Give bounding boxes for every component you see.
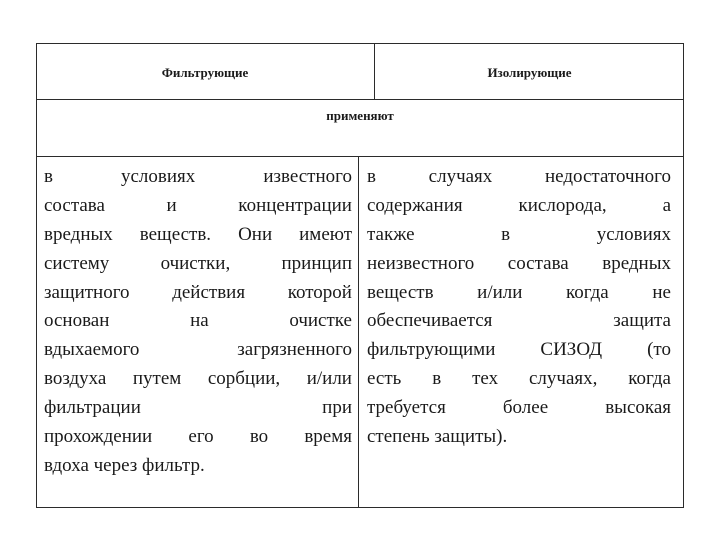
text-line — [367, 250, 671, 279]
word: имеют — [299, 223, 352, 245]
word: степень защиты). — [367, 426, 508, 448]
word: на — [190, 310, 209, 332]
word: не — [652, 281, 671, 303]
word: Они — [238, 223, 273, 245]
word: во — [249, 426, 269, 448]
text-line — [367, 163, 671, 192]
word: основан — [44, 310, 110, 332]
text-line — [44, 307, 352, 336]
word: также — [367, 223, 415, 245]
word: фильтрующими — [367, 339, 496, 361]
word: воздуха — [44, 368, 107, 390]
word: систему — [44, 252, 110, 274]
word: веществ — [367, 281, 434, 303]
word: веществ. — [139, 223, 212, 245]
word: случаях — [428, 166, 493, 187]
word: и — [166, 194, 177, 216]
text-line — [367, 394, 671, 423]
word: состава — [507, 252, 569, 274]
text-line — [367, 279, 671, 308]
word: в — [367, 166, 376, 187]
word: (то — [647, 339, 671, 361]
word: вдоха через фильтр. — [44, 454, 205, 476]
text-line — [44, 452, 352, 481]
word: более — [502, 397, 549, 419]
text-line — [367, 336, 671, 365]
word: в — [44, 166, 53, 187]
text-line — [44, 394, 352, 423]
word: СИЗОД — [540, 339, 603, 361]
word: условиях — [121, 166, 196, 187]
word: и/или — [306, 368, 352, 390]
word: недостаточного — [544, 166, 671, 187]
text-line — [367, 365, 671, 394]
word: и/или — [477, 281, 523, 303]
word: требуется — [367, 397, 446, 419]
word: концентрации — [238, 194, 352, 216]
word: в — [432, 368, 442, 390]
word: время — [304, 426, 352, 448]
word: путем — [132, 368, 182, 390]
text-line — [44, 423, 352, 452]
text-line — [367, 423, 671, 452]
word: содержания — [367, 194, 463, 216]
word: вдыхаемого — [44, 339, 140, 361]
word: есть — [367, 368, 402, 390]
word: загрязненного — [237, 339, 352, 361]
word: обеспечивается — [367, 310, 493, 332]
text-line — [44, 163, 352, 192]
text-line — [367, 192, 671, 221]
word: тех — [472, 368, 499, 390]
isolating-description — [367, 163, 671, 452]
subheader-bottom-rule — [36, 156, 684, 157]
word: а — [662, 194, 671, 216]
word: принцип — [281, 252, 352, 274]
text-line — [44, 192, 352, 221]
comparison-table — [36, 43, 684, 508]
text-line — [44, 365, 352, 394]
word: состава — [44, 194, 105, 216]
text-line — [44, 221, 352, 250]
word: вредных — [44, 223, 113, 245]
subheader-apply: применяют — [326, 108, 394, 123]
word: в — [501, 223, 511, 245]
word: случаях, — [528, 368, 598, 390]
border-bottom — [36, 507, 684, 508]
word: кислорода, — [518, 194, 607, 216]
header-filtering: Фильтрующие — [161, 65, 249, 80]
word: известного — [263, 166, 352, 187]
word: защитного — [44, 281, 130, 303]
word: вредных — [602, 252, 671, 274]
word: когда — [628, 368, 671, 390]
text-line — [44, 279, 352, 308]
word: защита — [613, 310, 671, 332]
word: которой — [287, 281, 352, 303]
text-line — [44, 336, 352, 365]
word: его — [188, 426, 214, 448]
word: неизвестного — [367, 252, 475, 274]
word: очистке — [289, 310, 352, 332]
word: когда — [566, 281, 609, 303]
header-bottom-rule — [36, 99, 684, 100]
word: фильтрации — [44, 397, 141, 419]
border-top — [36, 43, 684, 44]
text-line — [367, 221, 671, 250]
word: условиях — [596, 223, 671, 245]
filtering-description — [44, 163, 352, 481]
word: действия — [172, 281, 246, 303]
word: сорбции, — [207, 368, 281, 390]
word: высокая — [605, 397, 671, 419]
text-line — [44, 250, 352, 279]
text-line — [367, 307, 671, 336]
body-divider — [358, 156, 359, 508]
word: при — [322, 397, 352, 419]
header-isolating: Изолирующие — [487, 65, 572, 80]
word: прохождении — [44, 426, 153, 448]
word: очистки, — [160, 252, 231, 274]
